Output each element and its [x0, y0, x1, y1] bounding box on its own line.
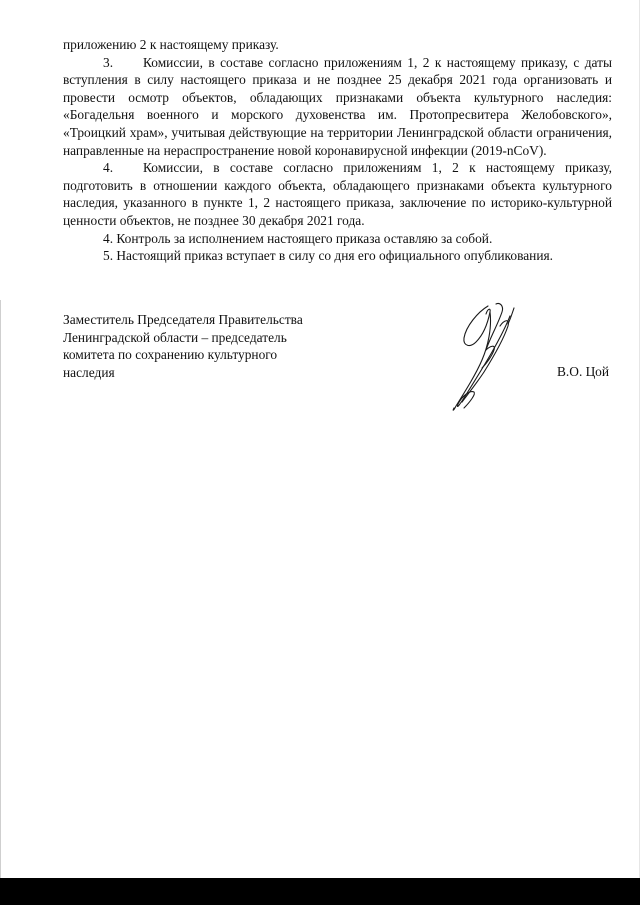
signatory-title-line: наследия [63, 364, 115, 380]
signatory-name: В.О. Цой [557, 364, 609, 379]
document-body [63, 36, 612, 265]
paragraph-item-4a [63, 159, 612, 229]
signatory-title [63, 311, 353, 381]
handwritten-signature [430, 298, 550, 418]
item-number-3: 3. [103, 54, 114, 70]
item-number-4a: 4. [103, 160, 114, 176]
paragraph-continuation: приложению 2 к настоящему приказу. [63, 37, 279, 52]
scan-edge-shadow [0, 300, 1, 878]
paragraph-item-3 [63, 54, 612, 160]
paragraph-item-4b: 4. Контроль за исполнением настоящего приказа оставляю за собой. [103, 230, 493, 246]
paragraph-item-5: 5. Настоящий приказ вступает в силу со дня его официального опубликования. [103, 248, 553, 264]
item-text-3: Комиссии, в составе согласно приложениям 1, 2 к настоящему приказу, с даты вступления в силу настоящего приказа и не позднее 25 декабря 2021 года организовать и провести осмотр объектов, обладающих признаками объекта культурного наследия: «Богадельня военного и морского духовенства им. Протопресвитера Желобовского», «Троицкий храм», учитывая действующие на территории Ленинградской области ограничения, направленные на нераспространение новой коронавирусной инфекции (2019-nCoV). [63, 54, 612, 158]
signatory-title-line: комитета по сохранению культурного [63, 347, 278, 363]
scan-bottom-border [0, 878, 640, 905]
signatory-title-line: Заместитель Председателя Правительства [63, 312, 303, 327]
signatory-title-line: Ленинградской области – председатель [63, 329, 287, 345]
item-text-4a: Комиссии, в составе согласно приложениям 1, 2 к настоящему приказу, подготовить в отношении каждого объекта, обладающего признаками объекта культурного наследия, указанного в пункте 1, 2 настоящего приказа, заключение по историко-культурной ценности объектов, не позднее 30 декабря 2021 года. [63, 160, 612, 228]
